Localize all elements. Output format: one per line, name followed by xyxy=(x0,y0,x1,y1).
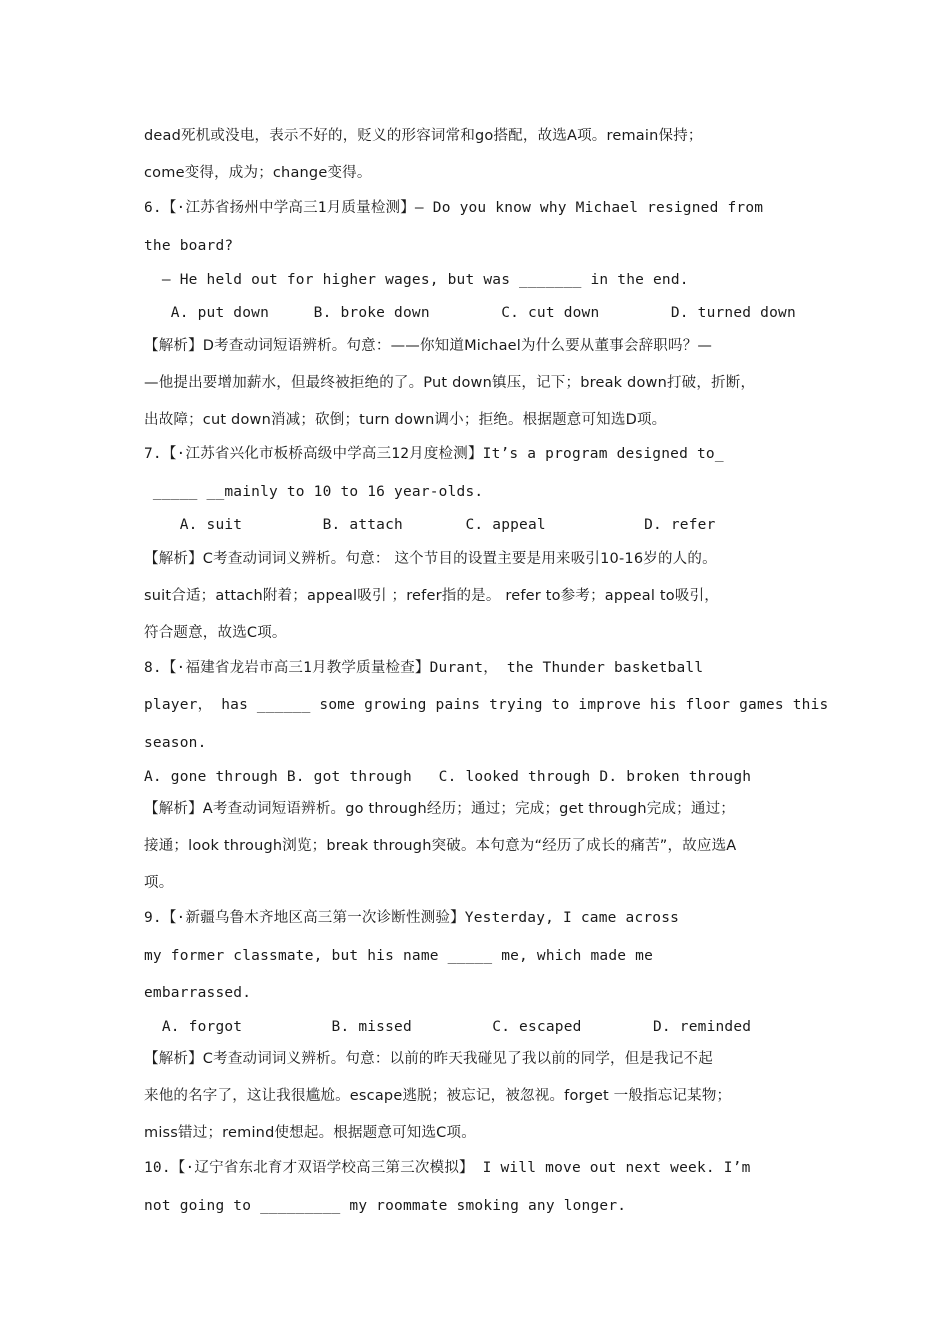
question-9-line: 9.【·新疆乌鲁木齐地区高三第一次诊断性测验】Yesterday, I came across xyxy=(144,910,680,926)
text-line: 接通；look through浏览；break through突破。本句意为“经历了成长的痛苦”，故应选A xyxy=(144,838,737,854)
text-line: season. xyxy=(144,735,207,751)
text-line: my former classmate, but his name _____ me, which made me xyxy=(144,948,653,964)
text-line: dead死机或没电，表示不好的，贬义的形容词常和go搭配，故选A项。remain保持； xyxy=(144,128,703,144)
question-10-line: 10.【·辽宁省东北育才双语学校高三第三次模拟】 I will move out next week. I’m xyxy=(144,1160,751,1176)
analysis-line: 【解析】C考查动词词义辨析。句意：以前的昨天我碰见了我以前的同学，但是我记不起 xyxy=(144,1051,713,1067)
text-line: 符合题意，故选C项。 xyxy=(144,625,287,641)
text-line: player， has ______ some growing pains trying to improve his floor games this xyxy=(144,697,829,713)
options-line: A. suit B. attach C. appeal D. refer xyxy=(144,517,716,533)
text-line: suit合适；attach附着；appeal吸引 ；refer指的是。 refer to参考；appeal to吸引， xyxy=(144,588,719,604)
options-line: A. put down B. broke down C. cut down D. turned down xyxy=(144,305,796,321)
question-8-line: 8.【·福建省龙岩市高三1月教学质量检查】Durant， the Thunder basketball xyxy=(144,660,704,676)
text-line: the board? xyxy=(144,238,234,254)
text-line: come变得，成为；change变得。 xyxy=(144,165,372,181)
options-line: A. forgot B. missed C. escaped D. reminded xyxy=(144,1019,752,1035)
text-line: — He held out for higher wages, but was _______ in the end. xyxy=(144,272,689,288)
question-6-line: 6.【·江苏省扬州中学高三1月质量检测】— Do you know why Michael resigned from xyxy=(144,200,764,216)
text-line: 项。 xyxy=(144,875,174,891)
analysis-line: 【解析】D考查动词短语辨析。句意：——你知道Michael为什么要从董事会辞职吗？— xyxy=(144,338,713,354)
text-line: _____ __mainly to 10 to 16 year-olds. xyxy=(144,484,484,500)
text-line: —他提出要增加薪水，但最终被拒绝的了。Put down镇压，记下；break down打破，折断， xyxy=(144,375,756,391)
text-line: 来他的名字了，这让我很尴尬。escape逃脱；被忘记，被忽视。forget 一般指忘记某物； xyxy=(144,1088,732,1104)
analysis-line: 【解析】A考查动词短语辨析。go through经历；通过；完成；get through完成；通过； xyxy=(144,801,735,817)
text-line: not going to _________ my roommate smoking any longer. xyxy=(144,1198,627,1214)
text-line: embarrassed. xyxy=(144,985,252,1001)
options-line: A. gone through B. got through C. looked through D. broken through xyxy=(144,769,752,785)
text-line: miss错过；remind使想起。根据题意可知选C项。 xyxy=(144,1125,476,1141)
question-7-line: 7.【·江苏省兴化市板桥高级中学高三12月度检测】It’s a program designed to_ xyxy=(144,446,724,462)
text-line: 出故障；cut down消减；砍倒；turn down调小；拒绝。根据题意可知选D项。 xyxy=(144,412,667,428)
analysis-line: 【解析】C考查动词词义辨析。句意： 这个节目的设置主要是用来吸引10-16岁的人的。 xyxy=(144,551,717,567)
